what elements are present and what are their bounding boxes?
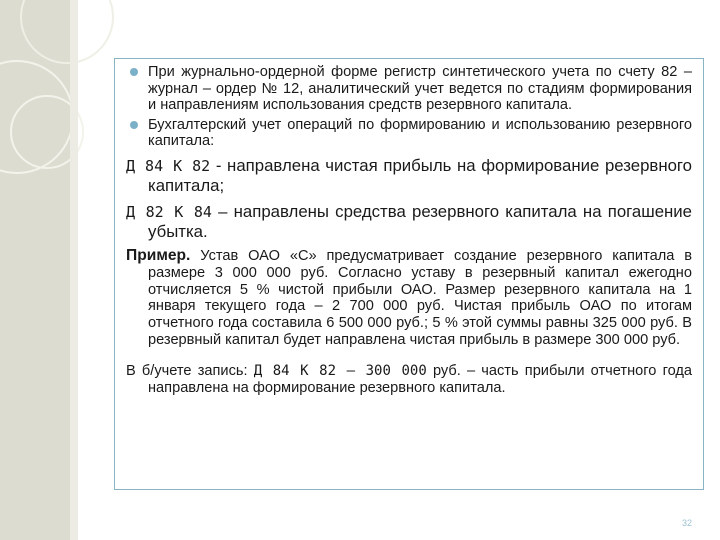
bullet-text: Бухгалтерский учет операций по формированию и использованию резервного капитала: bbox=[148, 116, 692, 150]
bullet-dot-icon bbox=[130, 121, 138, 129]
entry-code: Д 84 К 82 bbox=[126, 156, 211, 175]
decorative-left-band bbox=[0, 0, 78, 540]
example-text: Устав ОАО «С» предусматривает создание резервного капитала в размере 3 000 000 руб. Согласно уставу в резервный капитал ежегодно отчисляется 5 % чистой прибыли ОАО. Размер резервного капитала на 1 января текущего года – 2 700 000 руб. Чистая прибыль ОАО по итогам отчетного года составила 6 500 000 руб.; 5 % этой суммы равны 325 000 руб. В резервный капитал будет направлена чистая прибыль в размере 300 000 руб. bbox=[148, 247, 692, 348]
example-paragraph bbox=[126, 248, 692, 349]
decorative-circle bbox=[20, 0, 114, 64]
bullet-item bbox=[126, 117, 692, 150]
bullet-dot-icon bbox=[130, 68, 138, 76]
accounting-entry bbox=[126, 156, 692, 196]
record-paragraph bbox=[126, 363, 692, 397]
slide-content bbox=[126, 64, 692, 412]
entry-code: Д 82 К 84 bbox=[126, 202, 212, 221]
bullet-text: При журнально-ордерной форме регистр синтетического учета по счету 82 – журнал – ордер № 12, аналитический учет ведется по стадиям формирования и направлениям использования средств резервного капитала. bbox=[148, 64, 692, 114]
decorative-stripe bbox=[70, 0, 78, 540]
accounting-entry bbox=[126, 202, 692, 242]
example-label: Пример. bbox=[126, 246, 191, 264]
record-code: Д 84 К 82 – 300 000 bbox=[253, 363, 427, 380]
page-number: 32 bbox=[682, 518, 693, 528]
record-prefix: В б/учете запись: bbox=[126, 363, 254, 380]
bullet-item bbox=[126, 64, 692, 114]
record-text: руб. – часть прибыли отчетного года направлена на формирование резервного капитала. bbox=[148, 363, 692, 397]
entry-text: – направлены средства резервного капитала на погашение убытка. bbox=[148, 201, 693, 241]
entry-text: - направлена чистая прибыль на формирование резервного капитала; bbox=[148, 155, 693, 195]
